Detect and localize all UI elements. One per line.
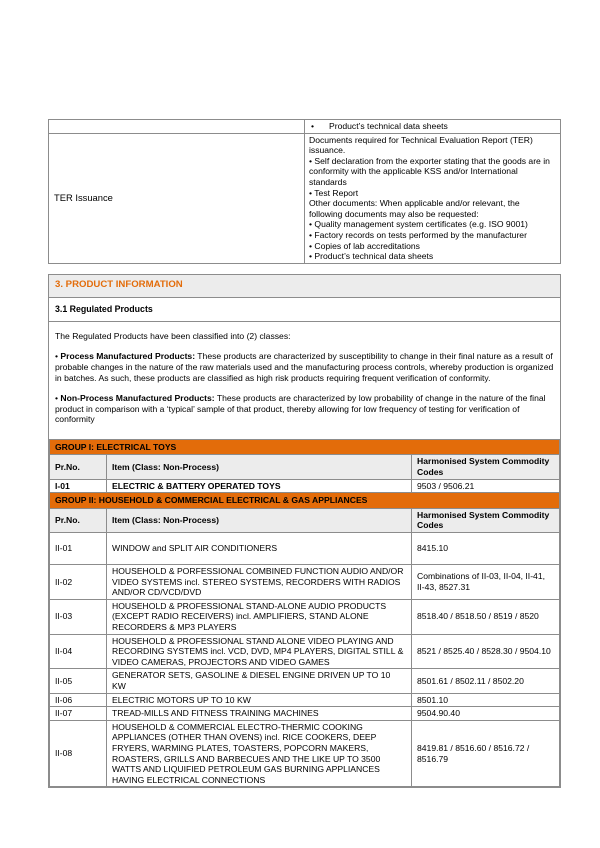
cell-hs: 8521 / 8525.40 / 8528.30 / 9504.10	[411, 634, 559, 669]
cell-item: HOUSEHOLD & PROFESSIONAL STAND ALONE VIDEO PLAYING AND RECORDING SYSTEMS incl. VCD, DVD, MP4 PLAYERS, DIGITAL STILL & VIDEO CAMERAS, PROJECTORS AND VIDEO GAMES	[107, 634, 412, 669]
header-hs: Harmonised System Commodity Codes	[411, 508, 559, 532]
cell-item: HOUSEHOLD & PROFESSIONAL STAND-ALONE AUDIO PRODUCTS (EXCEPT RADIO RECEIVERS) incl. AMPLIFIERS, STAND ALONE RECORDERS & MP3 PLAYERS	[107, 599, 412, 634]
header-item: Item (Class: Non-Process)	[107, 455, 412, 479]
cell-item: ELECTRIC & BATTERY OPERATED TOYS	[107, 479, 412, 493]
cell-hs: 8419.81 / 8516.60 / 8516.72 / 8516.79	[411, 720, 559, 787]
non-process-text: These products are characterized by low probability of change in the nature of the final product in comparison with a ‘typical’ sample of that product, thereby allowing for low frequency of testing for verification of conformity	[55, 393, 546, 425]
cell-item: HOUSEHOLD & PORFESSIONAL COMBINED FUNCTION AUDIO AND/OR VIDEO SYSTEMS incl. STEREO SYSTEMS, RECORDERS WITH RADIOS AND/OR CD/VCD/DVD	[107, 565, 412, 600]
cell-hs: 8518.40 / 8518.50 / 8519 / 8520	[411, 599, 559, 634]
cell-prno: II-06	[50, 693, 107, 707]
group-row	[50, 439, 560, 455]
section-body	[49, 322, 560, 431]
cell-item: WINDOW and SPLIT AIR CONDITIONERS	[107, 533, 412, 565]
header-row	[50, 508, 560, 532]
process-text: These products are characterized by susceptibility to change in their final nature as a result of probable changes in the nature of the raw materials used and the manufacturing process controls, whereby production is organized in batches. As such, these products are classified as high risk products requiring frequent verification of conformity.	[55, 351, 554, 383]
products-table	[49, 439, 560, 787]
ter-table	[48, 119, 561, 264]
ter-line: • Test Report	[309, 187, 359, 198]
table-row	[50, 599, 560, 634]
process-term: Process Manufactured Products:	[60, 351, 196, 362]
group-row	[50, 493, 560, 509]
bullet-cell	[305, 120, 561, 134]
ter-line: • Copies of lab accreditations	[309, 240, 420, 251]
ter-line: • Factory records on tests performed by the manufacturer	[309, 229, 527, 240]
cell-hs: 8501.10	[411, 693, 559, 707]
group-title: GROUP II: HOUSEHOLD & COMMERCIAL ELECTRICAL & GAS APPLIANCES	[50, 493, 560, 509]
cell-prno: II-01	[50, 533, 107, 565]
table-row	[49, 120, 561, 134]
header-hs: Harmonised System Commodity Codes	[411, 455, 559, 479]
cell-item: GENERATOR SETS, GASOLINE & DIESEL ENGINE DRIVEN UP TO 10 KW	[107, 669, 412, 693]
ter-line: Documents required for Technical Evaluation Report (TER) issuance.	[309, 134, 533, 156]
document-page	[48, 119, 561, 788]
cell-hs: Combinations of II-03, II-04, II-41, II-43, 8527.31	[411, 565, 559, 600]
header-item: Item (Class: Non-Process)	[107, 508, 412, 532]
empty-cell	[49, 120, 305, 134]
table-row	[50, 720, 560, 787]
table-row	[50, 533, 560, 565]
ter-line: Other documents: When applicable and/or relevant, the following documents may also be requested:	[309, 198, 520, 219]
process-paragraph: • Process Manufactured Products: These products are characterized by susceptibility to change in their final nature as a result of probable changes in the nature of the raw materials used and the manufacturing process controls, whereby production is organized in batches. As such, these products are classified as high risk products requiring frequent verification of conformity.	[55, 351, 554, 383]
table-row	[49, 133, 561, 263]
non-process-paragraph: • Non-Process Manufactured Products: These products are characterized by low probability of change in the nature of the final product in comparison with a ‘typical’ sample of that product, thereby allowing for low frequency of testing for verification of conformity	[55, 393, 546, 425]
product-information-section	[48, 274, 561, 789]
cell-hs: 9504.90.40	[411, 707, 559, 721]
cell-prno: I-01	[50, 479, 107, 493]
ter-line: • Product’s technical data sheets	[309, 251, 434, 262]
cell-hs: 8501.61 / 8502.11 / 8502.20	[411, 669, 559, 693]
table-row	[50, 707, 560, 721]
cell-item: ELECTRIC MOTORS UP TO 10 KW	[107, 693, 412, 707]
intro-paragraph: The Regulated Products have been classified into (2) classes:	[55, 330, 291, 341]
header-prno: Pr.No.	[50, 455, 107, 479]
bullet-icon: •	[311, 121, 315, 131]
subsection-title: 3.1 Regulated Products	[49, 298, 560, 322]
cell-prno: II-04	[50, 634, 107, 669]
top-bullet-text: Product’s technical data sheets	[329, 121, 448, 131]
cell-hs: 8415.10	[411, 533, 559, 565]
ter-issuance-label: TER Issuance	[49, 133, 305, 263]
table-row	[50, 565, 560, 600]
ter-line: • Self declaration from the exporter stating that the goods are in conformity with the applicable KSS and/or International standards	[309, 155, 550, 187]
group-title: GROUP I: ELECTRICAL TOYS	[50, 439, 560, 455]
table-row	[50, 669, 560, 693]
cell-prno: II-08	[50, 720, 107, 787]
table-row	[50, 479, 560, 493]
cell-hs: 9503 / 9506.21	[411, 479, 559, 493]
ter-requirements-cell	[305, 133, 561, 263]
cell-prno: II-05	[50, 669, 107, 693]
section-title: 3. PRODUCT INFORMATION	[49, 275, 560, 298]
cell-item: TREAD-MILLS AND FITNESS TRAINING MACHINES	[107, 707, 412, 721]
header-row	[50, 455, 560, 479]
header-prno: Pr.No.	[50, 508, 107, 532]
ter-line: • Quality management system certificates (e.g. ISO 9001)	[309, 219, 528, 230]
non-process-term: Non-Process Manufactured Products:	[60, 393, 215, 404]
cell-prno: II-02	[50, 565, 107, 600]
table-row	[50, 693, 560, 707]
cell-prno: II-03	[50, 599, 107, 634]
cell-prno: II-07	[50, 707, 107, 721]
table-row	[50, 634, 560, 669]
cell-item: HOUSEHOLD & COMMERCIAL ELECTRO-THERMIC COOKING APPLIANCES (OTHER THAN OVENS) incl. RICE COOKERS, DEEP FRYERS, WARMING PLATES, TOASTERS, POPCORN MAKERS, ROASTERS, GRILLS AND BARBECUES AND THE LIKE UP TO 3500 WATTS AND LIQUIFIED PETROLEUM GAS BURNING APPLIANCES HAVING ELECTRICAL CONNECTIONS	[107, 720, 412, 787]
